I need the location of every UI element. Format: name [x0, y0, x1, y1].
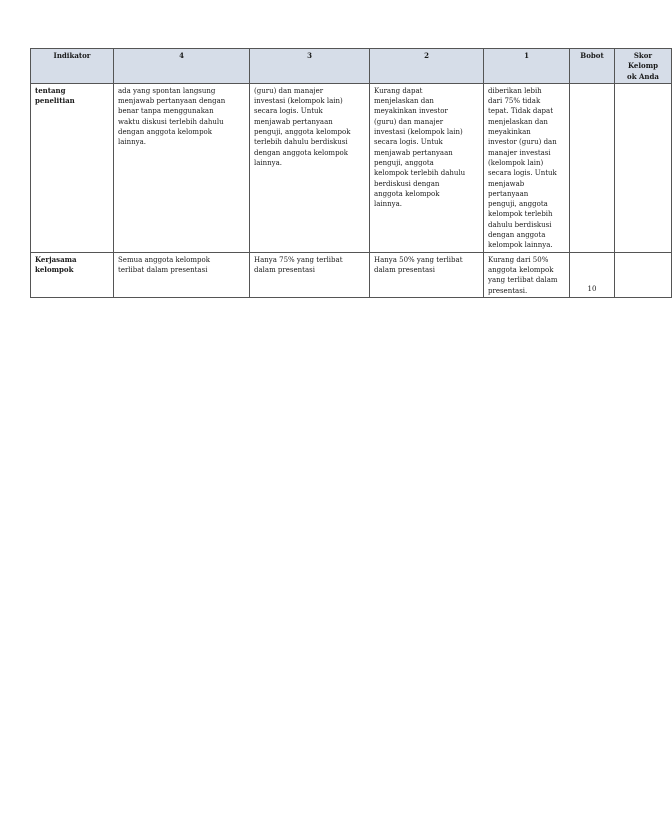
row-bobot: [570, 83, 615, 252]
table-header-row: [31, 49, 672, 84]
row-score-3-text: (guru) dan manajer investasi (kelompok lain) secara logis. Untuk menjawab pertanyaan penguji, anggota kelompok terlebih dahulu berdiskusi dengan anggota kelompok lainnya.: [250, 83, 370, 252]
header-score-4: 4: [114, 49, 250, 84]
header-score-1: 1: [484, 49, 570, 84]
row-skor: [615, 252, 672, 297]
header-score-2: 2: [370, 49, 484, 84]
row-score-2-text: Hanya 50% yang terlibat dalam presentasi: [370, 252, 484, 297]
table-row: [31, 252, 672, 297]
header-bobot: Bobot: [570, 49, 615, 84]
row-score-4-text: Semua anggota kelompok terlibat dalam presentasi: [114, 252, 250, 297]
row-score-3-text: Hanya 75% yang terlibat dalam presentasi: [250, 252, 370, 297]
row-score-4-text: ada yang spontan langsung menjawab pertanyaan dengan benar tanpa menggunakan waktu diskusi terlebih dahulu dengan anggota kelompok lainnya.: [114, 83, 250, 252]
row-indicator: tentang penelitian: [31, 83, 114, 252]
header-skor-kelompok: Skor Kelomp ok Anda: [615, 49, 672, 84]
row-score-1-text: diberikan lebih dari 75% tidak tepat. Tidak dapat menjelaskan dan meyakinkan investor (guru) dan manajer investasi (kelompok lain) secara logis. Untuk menjawab pertanyaan penguji, anggota kelompok terlebih dahulu berdiskusi dengan anggota kelompok lainnya.: [484, 83, 570, 252]
table-row: [31, 83, 672, 252]
header-score-3: 3: [250, 49, 370, 84]
row-indicator: Kerjasama kelompok: [31, 252, 114, 297]
assessment-rubric-table: [30, 48, 672, 298]
row-score-2-text: Kurang dapat menjelaskan dan meyakinkan investor (guru) dan manajer investasi (kelompok lain) secara logis. Untuk menjawab pertanyaan penguji, anggota kelompok terlebih dahulu berdiskusi dengan anggota kelompok lainnya.: [370, 83, 484, 252]
row-skor: [615, 83, 672, 252]
row-bobot: 10: [570, 252, 615, 297]
row-score-1-text: Kurang dari 50% anggota kelompok yang terlibat dalam presentasi.: [484, 252, 570, 297]
header-indicator: Indikator: [31, 49, 114, 84]
